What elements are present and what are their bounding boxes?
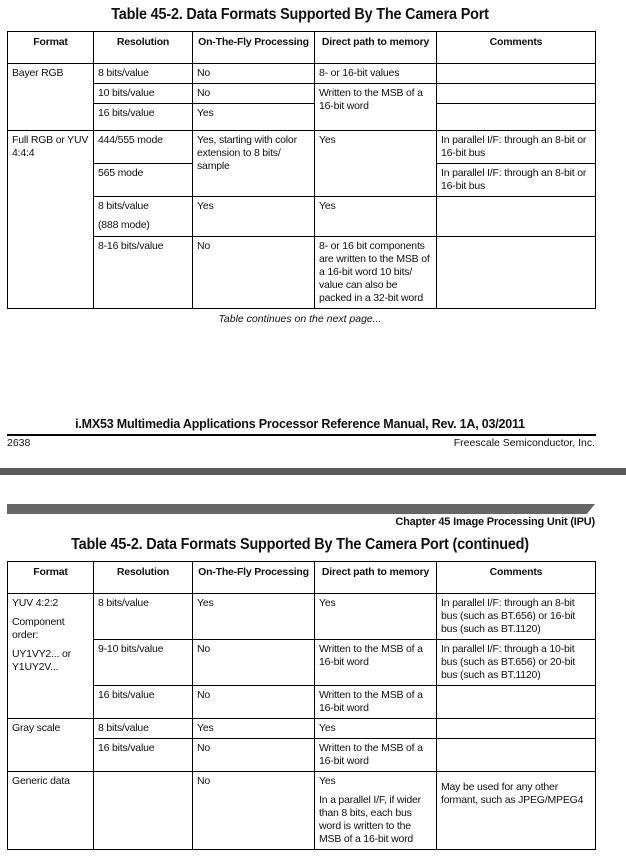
direct-path-cell: Written to the MSB of a 16-bit word bbox=[315, 739, 437, 772]
direct-path-cell: Written to the MSB of a 16-bit word bbox=[315, 686, 437, 719]
chapter-header: Chapter 45 Image Processing Unit (IPU) bbox=[395, 516, 595, 528]
format-subtext: UY1VY2... or Y1UY2V... bbox=[12, 648, 71, 673]
otf-cell: Yes bbox=[193, 104, 315, 131]
column-header-direct-path: Direct path to memory bbox=[315, 562, 437, 594]
column-header-comments: Comments bbox=[437, 32, 596, 64]
otf-cell: No bbox=[193, 739, 315, 772]
direct-path-text: Yes bbox=[319, 775, 336, 787]
resolution-cell bbox=[94, 772, 193, 850]
manual-title-footer: i.MX53 Multimedia Applications Processor Reference Manual, Rev. 1A, 03/2011 bbox=[75, 417, 525, 431]
direct-path-cell: Yes bbox=[315, 197, 437, 237]
otf-cell: No bbox=[193, 640, 315, 686]
chapter-banner-bar bbox=[7, 504, 595, 514]
table-header-row bbox=[8, 562, 596, 594]
direct-path-cell: Written to the MSB of a 16-bit word bbox=[315, 84, 437, 131]
direct-path-cell: Written to the MSB of a 16-bit word bbox=[315, 640, 437, 686]
otf-cell: No bbox=[193, 772, 315, 850]
format-cell: Generic data bbox=[8, 772, 94, 850]
direct-path-cell: Yes bbox=[315, 594, 437, 640]
comments-cell bbox=[437, 104, 596, 131]
table-row bbox=[8, 237, 596, 309]
column-header-format: Format bbox=[8, 562, 94, 594]
comments-cell bbox=[437, 739, 596, 772]
comments-cell: In parallel I/F: through an 8-bit or 16-bit bus bbox=[437, 164, 596, 197]
resolution-cell: 8 bits/value bbox=[94, 594, 193, 640]
comments-cell bbox=[437, 84, 596, 104]
comments-cell bbox=[437, 719, 596, 739]
otf-cell: No bbox=[193, 84, 315, 104]
format-text: YUV 4:2:2 bbox=[12, 597, 59, 609]
table-row bbox=[8, 686, 596, 719]
otf-cell: No bbox=[193, 686, 315, 719]
otf-cell: Yes bbox=[193, 719, 315, 739]
page-number: 2638 bbox=[7, 437, 31, 449]
resolution-cell: 16 bits/value bbox=[94, 104, 193, 131]
format-cell: Full RGB or YUV 4:4:4 bbox=[8, 131, 94, 309]
column-header-comments: Comments bbox=[437, 562, 596, 594]
table-row bbox=[8, 197, 596, 237]
format-subtext: Component order: bbox=[12, 616, 65, 641]
direct-path-subtext: In a parallel I/F, if wider than 8 bits, each bus word is written to the MSB of a 16-bit word bbox=[319, 794, 421, 845]
direct-path-cell bbox=[315, 772, 437, 850]
resolution-cell: 444/555 mode bbox=[94, 131, 193, 164]
format-cell: Gray scale bbox=[8, 719, 94, 772]
resolution-cell: 8 bits/value bbox=[94, 719, 193, 739]
comments-cell: In parallel I/F: through an 8-bit or 16-bit bus bbox=[437, 131, 596, 164]
company-name: Freescale Semiconductor, Inc. bbox=[453, 437, 595, 449]
resolution-cell: 8-16 bits/value bbox=[94, 237, 193, 309]
table-row bbox=[8, 640, 596, 686]
column-header-on-the-fly: On-The-Fly Processing bbox=[193, 32, 315, 64]
column-header-direct-path: Direct path to memory bbox=[315, 32, 437, 64]
direct-path-cell: 8- or 16-bit values bbox=[315, 64, 437, 84]
table-row bbox=[8, 104, 596, 131]
comments-cell bbox=[437, 237, 596, 309]
comments-cell bbox=[437, 686, 596, 719]
resolution-cell: 565 mode bbox=[94, 164, 193, 197]
direct-path-cell: Yes bbox=[315, 719, 437, 739]
resolution-cell bbox=[94, 197, 193, 237]
table-row bbox=[8, 594, 596, 640]
comments-cell: In parallel I/F: through an 8-bit bus (such as BT.656) or 16-bit bus (such as BT.1120) bbox=[437, 594, 596, 640]
table-row bbox=[8, 84, 596, 104]
format-cell bbox=[8, 594, 94, 719]
table-row bbox=[8, 772, 596, 850]
resolution-cell: 8 bits/value bbox=[94, 64, 193, 84]
resolution-cell: 10 bits/value bbox=[94, 84, 193, 104]
footer-rule bbox=[7, 434, 596, 436]
resolution-cell: 16 bits/value bbox=[94, 686, 193, 719]
table-header-row bbox=[8, 32, 596, 64]
otf-cell: No bbox=[193, 64, 315, 84]
page-separator bbox=[0, 468, 626, 475]
table-row bbox=[8, 64, 596, 84]
column-header-format: Format bbox=[8, 32, 94, 64]
resolution-cell: 16 bits/value bbox=[94, 739, 193, 772]
comments-cell bbox=[437, 64, 596, 84]
otf-cell: Yes bbox=[193, 197, 315, 237]
comments-cell: In parallel I/F: through a 10-bit bus (such as BT.656) or 20-bit bus (such as BT.1120) bbox=[437, 640, 596, 686]
column-header-on-the-fly: On-The-Fly Processing bbox=[193, 562, 315, 594]
data-formats-table bbox=[7, 31, 596, 309]
direct-path-cell: 8- or 16 bit components are written to the MSB of a 16-bit word 10 bits/ value can also be packed in a 32-bit word bbox=[315, 237, 437, 309]
format-cell: Bayer RGB bbox=[8, 64, 94, 131]
table-row bbox=[8, 719, 596, 739]
table-continues-note: Table continues on the next page... bbox=[218, 313, 382, 325]
column-header-resolution: Resolution bbox=[94, 562, 193, 594]
otf-cell: Yes bbox=[193, 594, 315, 640]
resolution-subtext: (888 mode) bbox=[98, 219, 150, 231]
resolution-cell: 9-10 bits/value bbox=[94, 640, 193, 686]
otf-cell: Yes, starting with color extension to 8 bits/ sample bbox=[193, 131, 315, 197]
direct-path-cell: Yes bbox=[315, 131, 437, 197]
comments-cell bbox=[437, 197, 596, 237]
resolution-text: 8 bits/value bbox=[98, 200, 149, 212]
table-row bbox=[8, 739, 596, 772]
table-title: Table 45-2. Data Formats Supported By The Camera Port bbox=[111, 6, 489, 23]
column-header-resolution: Resolution bbox=[94, 32, 193, 64]
comments-cell: May be used for any other formant, such as JPEG/MPEG4 bbox=[437, 772, 596, 850]
table-title-continued: Table 45-2. Data Formats Supported By The Camera Port (continued) bbox=[71, 536, 529, 553]
data-formats-table-continued bbox=[7, 561, 596, 850]
otf-cell: No bbox=[193, 237, 315, 309]
table-row bbox=[8, 131, 596, 164]
